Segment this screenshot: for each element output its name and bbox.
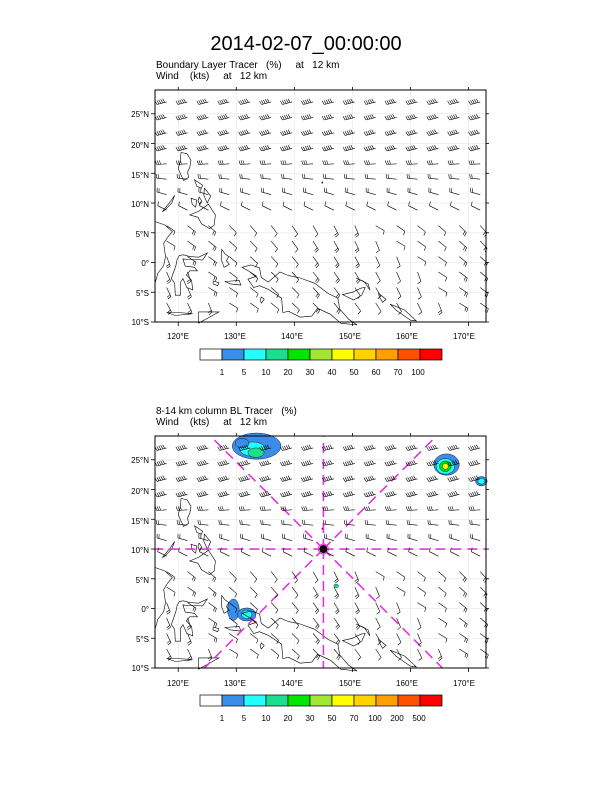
panel2-colorbar-label: 500 — [412, 714, 426, 723]
colorbar-swatch — [266, 695, 288, 706]
colorbar-swatch — [200, 349, 222, 360]
panel1-colorbar-label: 30 — [305, 368, 315, 377]
panel1-colorbar-label: 1 — [219, 368, 225, 377]
tracer-contour — [242, 610, 252, 618]
panel1-lon-label: 160°E — [396, 332, 418, 341]
panel1-lon-label: 140°E — [281, 332, 303, 341]
panel2-lat-label: 20°N — [131, 487, 149, 496]
panel2-colorbar-label: 70 — [349, 714, 359, 723]
panel1-colorbar-label: 10 — [261, 368, 271, 377]
colorbar-swatch — [420, 349, 442, 360]
panel1-lat-label: 20°N — [131, 141, 149, 150]
panel1-lon-label: 130°E — [224, 332, 246, 341]
colorbar-swatch — [332, 349, 354, 360]
panel2-lat-label: 10°S — [131, 664, 149, 673]
panel1-lon-label: 150°E — [339, 332, 361, 341]
panel2-colorbar-label: 20 — [283, 714, 293, 723]
panel2-lat-label: 5°S — [136, 635, 149, 644]
panel2-colorbar-label: 1 — [219, 714, 225, 723]
panel2-lon-label: 120°E — [167, 679, 189, 688]
tracer-contour — [334, 584, 339, 588]
colorbar-swatch — [354, 349, 376, 360]
colorbar-swatch — [310, 349, 332, 360]
colorbar-swatch — [310, 695, 332, 706]
panel1-lat-label: 5°N — [135, 230, 149, 239]
panel2-colorbar-label: 50 — [327, 714, 337, 723]
panel2-colorbar-label: 30 — [305, 714, 315, 723]
tracer-contour — [228, 599, 240, 620]
panel1-colorbar — [200, 349, 442, 360]
barb-flag — [486, 294, 488, 298]
colorbar-swatch — [354, 695, 376, 706]
panel2-title: 8-14 km column BL Tracer (%) — [156, 406, 297, 417]
colorbar-swatch — [420, 695, 442, 706]
panel1-lat-label: 15°N — [131, 171, 149, 180]
colorbar-swatch — [266, 349, 288, 360]
colorbar-swatch — [200, 695, 222, 706]
panel1-lat-labels — [131, 110, 149, 327]
panel2-lon-labels — [167, 679, 475, 688]
panel1-colorbar-label: 50 — [349, 368, 359, 377]
colorbar-swatch — [244, 349, 266, 360]
panel1-lat-label: 10°N — [131, 200, 149, 209]
colorbar-swatch — [244, 695, 266, 706]
panel1-title: Boundary Layer Tracer (%) at 12 km — [156, 60, 340, 71]
panel2-lat-label: 0° — [141, 605, 149, 614]
panel2-lon-label: 140°E — [281, 679, 303, 688]
colorbar-swatch — [376, 349, 398, 360]
panel1-lat-label: 25°N — [131, 110, 149, 119]
panel1-lat-label: 5°S — [136, 289, 149, 298]
panel2-subtitle: Wind (kts) at 12 km — [156, 417, 268, 428]
colorbar-swatch — [288, 349, 310, 360]
colorbar-swatch — [288, 695, 310, 706]
colorbar-swatch — [222, 695, 244, 706]
colorbar-swatch — [398, 349, 420, 360]
panel2-lon-label: 160°E — [396, 679, 418, 688]
tracer-contour — [248, 448, 264, 458]
panel1-colorbar-label: 100 — [411, 368, 425, 377]
panel1-map — [131, 87, 489, 377]
colorbar-swatch — [332, 695, 354, 706]
barb-flag — [487, 655, 489, 659]
panel2-colorbar-label: 5 — [241, 714, 247, 723]
panel2-lat-label: 15°N — [131, 517, 149, 526]
panel2-lat-labels — [131, 456, 149, 673]
panel1-colorbar-label: 5 — [241, 368, 247, 377]
panel2-colorbar-label: 100 — [368, 714, 382, 723]
panel2-colorbar — [200, 695, 442, 706]
panel1-lon-label: 120°E — [167, 332, 189, 341]
panel1-colorbar-label: 20 — [283, 368, 293, 377]
panel1-colorbar-labels — [220, 368, 425, 377]
panel2-colorbar-label: 200 — [390, 714, 404, 723]
tracer-contour — [442, 463, 448, 469]
panel2-center-marker — [318, 544, 328, 554]
barb-flag — [487, 309, 489, 313]
panel1-lon-labels — [167, 332, 475, 341]
panel2-colorbar-label: 10 — [261, 714, 271, 723]
panel2-lat-label: 25°N — [131, 456, 149, 465]
panel2-colorbar-labels — [220, 714, 426, 723]
colorbar-swatch — [376, 695, 398, 706]
panel1-lat-label: 0° — [141, 259, 149, 268]
panel1-lat-label: 10°S — [131, 318, 149, 327]
panel2-lat-label: 5°N — [135, 576, 149, 585]
colorbar-swatch — [222, 349, 244, 360]
panel1-colorbar-label: 60 — [371, 368, 381, 377]
panel1-colorbar-label: 40 — [327, 368, 337, 377]
figure-title: 2014-02-07_00:00:00 — [210, 33, 402, 55]
panel2-lon-label: 130°E — [224, 679, 246, 688]
colorbar-swatch — [398, 695, 420, 706]
panel1-colorbar-label: 70 — [393, 368, 403, 377]
panel2-lon-label: 170°E — [453, 679, 475, 688]
panel1-lon-label: 170°E — [453, 332, 475, 341]
center-marker-dot — [319, 545, 327, 553]
barb-flag — [486, 640, 488, 644]
panel2-lat-label: 10°N — [131, 546, 149, 555]
panel2-lon-label: 150°E — [339, 679, 361, 688]
panel1-subtitle: Wind (kts) at 12 km — [156, 71, 268, 82]
